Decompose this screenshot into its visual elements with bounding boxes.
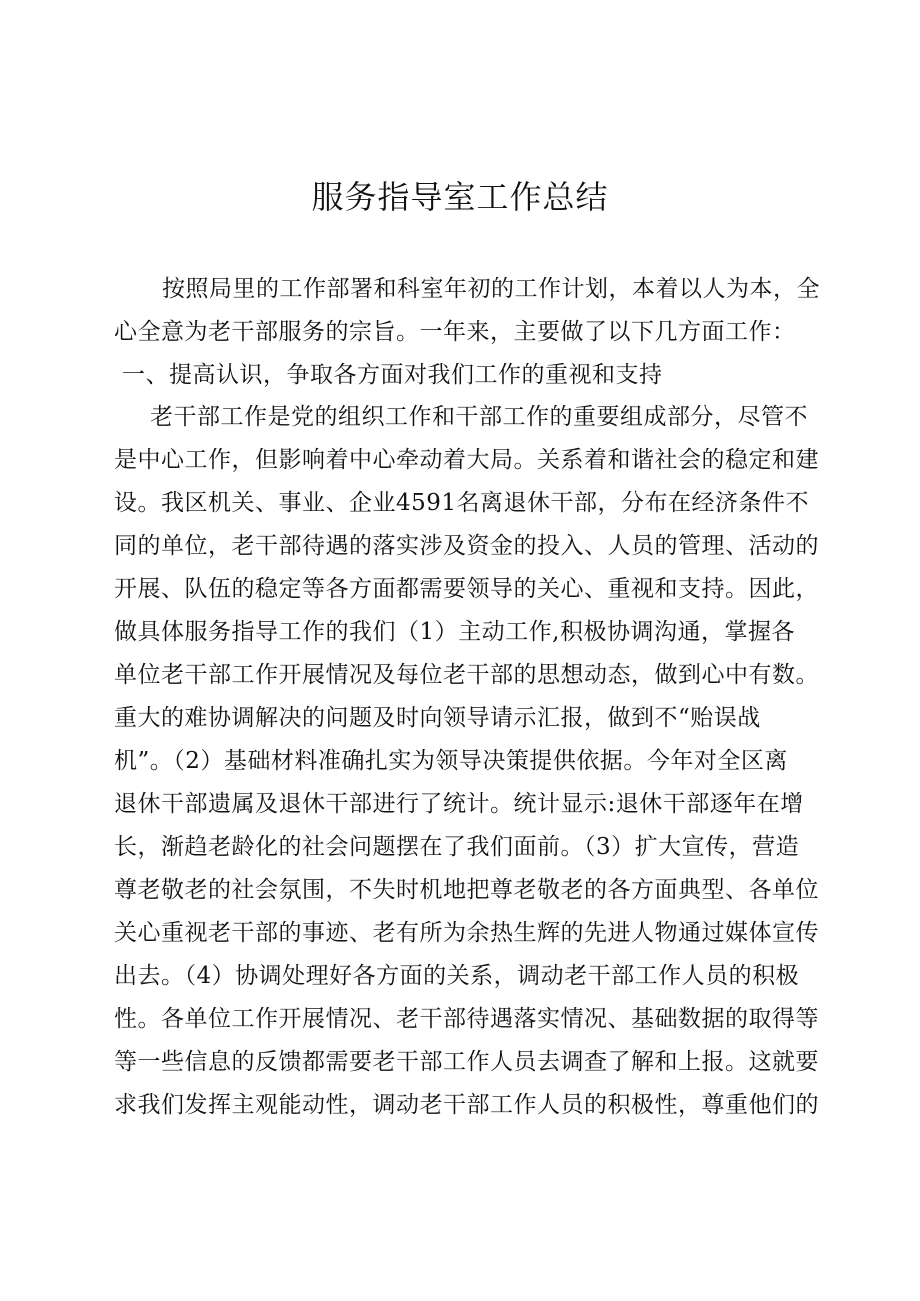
paragraph-line: 关心重视老干部的事迹、老有所为余热生辉的先进人物通过媒体宣传 [114, 920, 819, 946]
paragraph-line: 老干部工作是党的组织工作和干部工作的重要组成部分，尽管不 [150, 404, 808, 430]
section-heading: 一、提高认识，争取各方面对我们工作的重视和支持 [122, 362, 663, 388]
paragraph-line: 重大的难协调解决的问题及时向领导请示汇报，做到不“贻误战 [114, 705, 761, 731]
paragraph-line: 单位老干部工作开展情况及每位老干部的思想动态，做到心中有数。 [114, 662, 819, 688]
document-title: 服务指导室工作总结 [311, 178, 609, 216]
paragraph-line: 性。各单位工作开展情况、老干部待遇落实情况、基础数据的取得等 [114, 1006, 819, 1032]
paragraph-line: 等一些信息的反馈都需要老干部工作人员去调查了解和上报。这就要 [114, 1049, 819, 1075]
paragraph-line: 按照局里的工作部署和科室年初的工作计划，本着以人为本，全 [162, 276, 820, 302]
paragraph-line: 心全意为老干部服务的宗旨。一年来，主要做了以下几方面工作： [114, 319, 796, 345]
paragraph-line: 开展、队伍的稳定等各方面都需要领导的关心、重视和支持。因此， [114, 576, 819, 602]
paragraph-line: 做具体服务指导工作的我们（1）主动工作,积极协调沟通，掌握各 [114, 619, 795, 645]
paragraph-line: 长，渐趋老龄化的社会问题摆在了我们面前。（3）扩大宣传，营造 [114, 834, 800, 860]
paragraph-line: 尊老敬老的社会氛围，不失时机地把尊老敬老的各方面典型、各单位 [114, 877, 819, 903]
paragraph-line: 是中心工作，但影响着中心牵动着大局。关系着和谐社会的稳定和建 [114, 447, 819, 473]
paragraph-line: 设。我区机关、事业、企业4591名离退休干部，分布在经济条件不 [114, 490, 810, 516]
paragraph-line: 退休干部遗属及退休干部进行了统计。统计显示:退休干部逐年在增 [114, 791, 804, 817]
paragraph-line: 同的单位，老干部待遇的落实涉及资金的投入、人员的管理、活动的 [114, 533, 819, 559]
paragraph-line: 出去。（4）协调处理好各方面的关系，调动老干部工作人员的积极 [114, 963, 800, 989]
paragraph-line: 机”。（2）基础材料准确扎实为领导决策提供依据。今年对全区离 [114, 748, 788, 774]
paragraph-line: 求我们发挥主观能动性，调动老干部工作人员的积极性，尊重他们的 [114, 1092, 819, 1118]
